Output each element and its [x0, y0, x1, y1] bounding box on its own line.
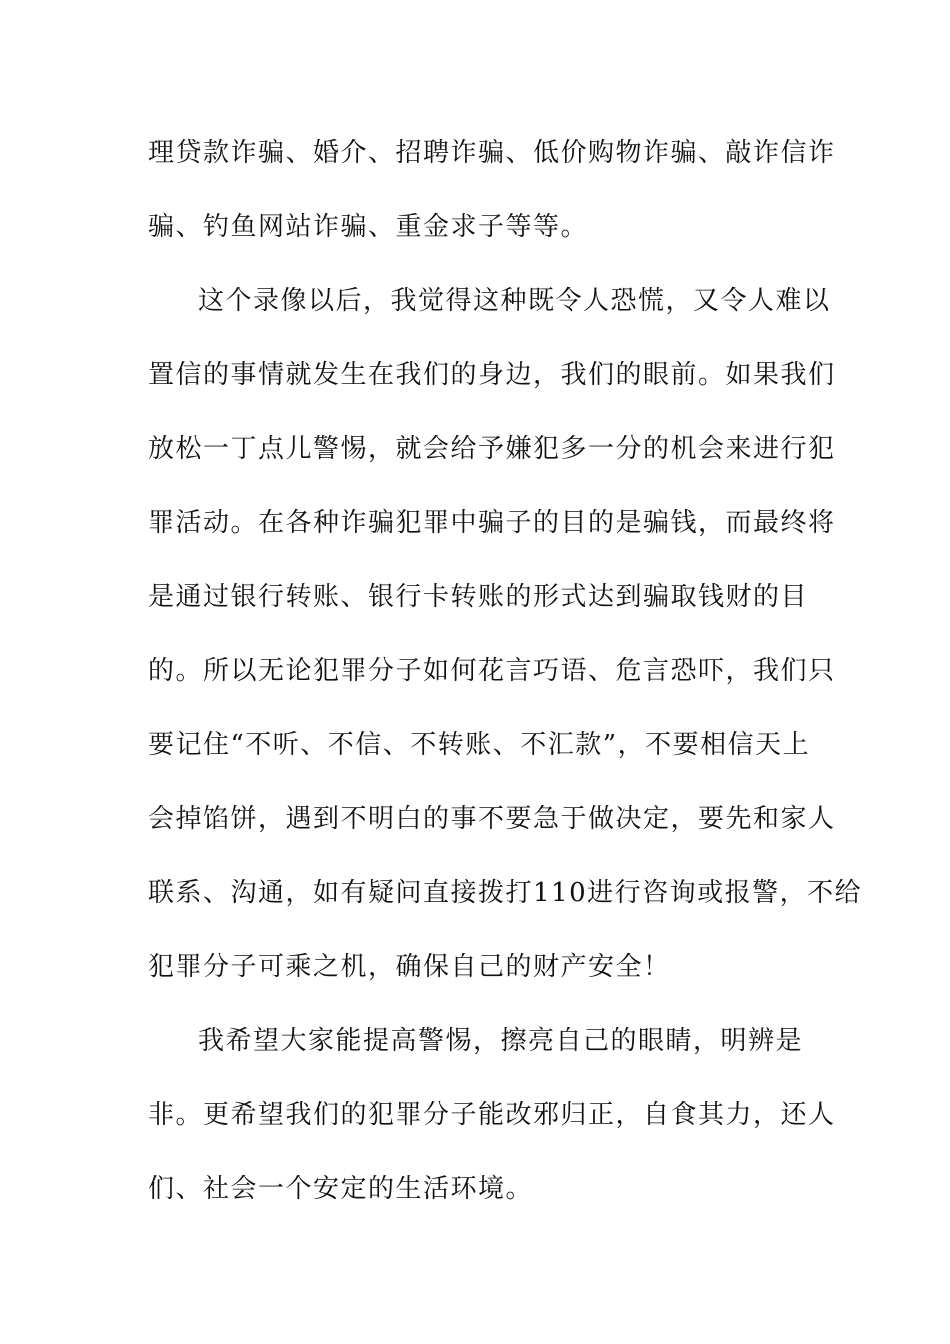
text-line: 理贷款诈骗、婚介、招聘诈骗、低价购物诈骗、敲诈信诈 — [148, 138, 836, 168]
text-line: 的。所以无论犯罪分子如何花言巧语、危言恐吓，我们只 — [148, 656, 836, 686]
text-line: 会掉馅饼，遇到不明白的事不要急于做决定，要先和家人 — [148, 804, 836, 834]
text-line: 非。更希望我们的犯罪分子能改邪归正，自食其力，还人 — [148, 1100, 836, 1130]
text-line: 犯罪分子可乘之机，确保自己的财产安全！ — [148, 952, 671, 982]
text-line: 置信的事情就发生在我们的身边，我们的眼前。如果我们 — [148, 360, 836, 390]
text-line: 是通过银行转账、银行卡转账的形式达到骗取钱财的目 — [148, 582, 809, 612]
text-line: 要记住“不听、不信、不转账、不汇款”，不要相信天上 — [148, 730, 811, 760]
text-line: 我希望大家能提高警惕，擦亮自己的眼睛，明辨是 — [198, 1026, 804, 1056]
text-line: 骗、钓鱼网站诈骗、重金求子等等。 — [148, 212, 589, 242]
text-line: 罪活动。在各种诈骗犯罪中骗子的目的是骗钱，而最终将 — [148, 508, 836, 538]
text-line: 这个录像以后，我觉得这种既令人恐慌，又令人难以 — [198, 286, 831, 316]
text-line: 联系、沟通，如有疑问直接拨打110进行咨询或报警，不给 — [148, 878, 863, 908]
text-line: 们、社会一个安定的生活环境。 — [148, 1174, 534, 1204]
text-line: 放松一丁点儿警惕，就会给予嫌犯多一分的机会来进行犯 — [148, 434, 836, 464]
